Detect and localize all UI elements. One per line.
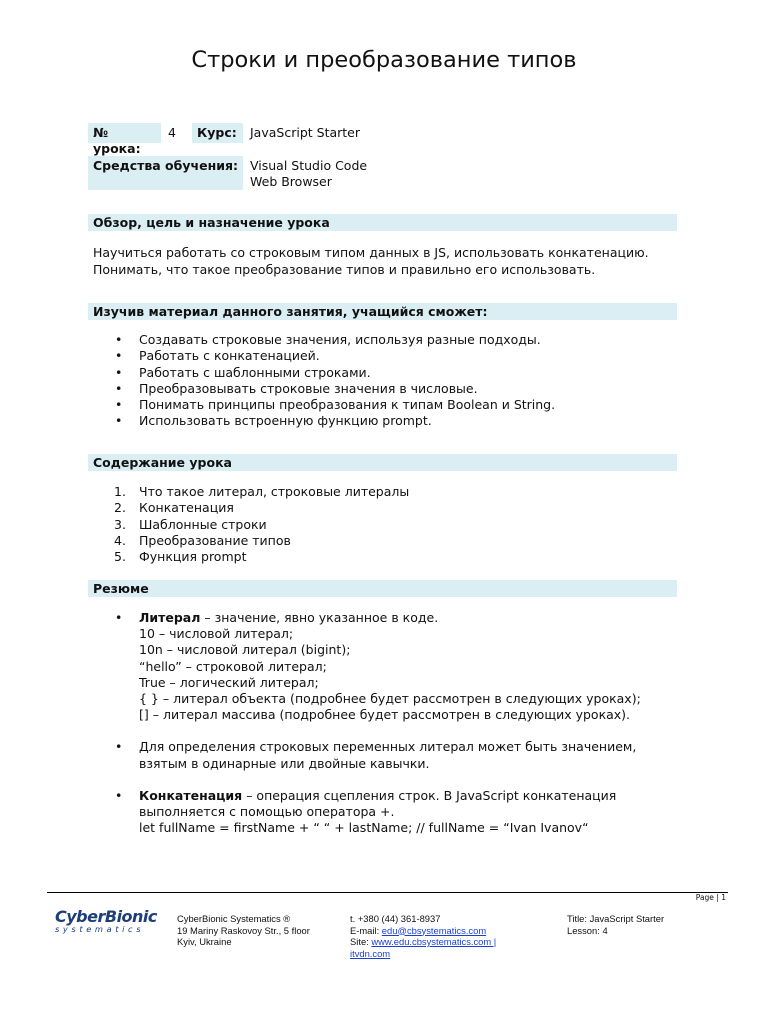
item-number: 2. (114, 500, 126, 516)
literal-example: [] – литерал массива (подробнее будет рассмотрен в следующих уроках). (139, 707, 631, 723)
course-title: Title: JavaScript Starter (567, 913, 665, 924)
concat-example: let fullName = firstName + “ “ + lastName; // fullName = “Ivan Ivanov“ (139, 820, 589, 836)
footer-company-info (177, 913, 310, 948)
logo-tagline: systematics (55, 924, 145, 934)
literal-example: True – логический литерал; (139, 674, 319, 690)
summary-string-literal: • Для определения строковых переменных литерал может быть значением, взятым в одинарные или двойные кавычки. (93, 739, 673, 771)
contents-list (93, 484, 673, 565)
itvdn-link[interactable]: itvdn.com (350, 947, 391, 959)
item-text: Конкатенация (139, 500, 234, 516)
page-number: Page | 1 (695, 893, 726, 902)
contents-heading: Содержание урока (88, 454, 677, 471)
company-name: CyberBionic Systematics ® (177, 913, 291, 924)
item-text: Преобразование типов (139, 532, 291, 548)
concat-definition: – операция сцепления строк. В JavaScript конкатенация выполняется с помощью оператора +. (139, 787, 617, 820)
list-item (93, 500, 673, 516)
footer-lesson-info (567, 913, 664, 936)
item-number: 3. (114, 516, 126, 532)
list-item: • Работать с конкатенацией. (93, 348, 673, 364)
tools-list (250, 158, 367, 190)
phone-number: t. +380 (44) 361-8937 (350, 913, 441, 924)
footer-contacts (350, 913, 496, 959)
email-label: E-mail: (350, 924, 382, 936)
list-item: • Использовать встроенную функцию prompt. (93, 413, 673, 429)
tool-item: Web Browser (250, 174, 332, 189)
literal-definition: – значение, явно указанное в коде. (200, 610, 439, 625)
list-item: • Создавать строковые значения, используя разные подходы. (93, 332, 673, 348)
item-number: 1. (114, 484, 126, 499)
literal-term: Литерал (139, 610, 201, 625)
logo-wordmark: CyberBionic (55, 907, 157, 926)
list-item: • Понимать принципы преобразования к типам Boolean и String. (93, 397, 673, 413)
summary-literal (93, 610, 673, 723)
item-number: 5. (114, 549, 126, 565)
lesson-number-value: 4 (168, 125, 176, 140)
document-title: Строки и преобразование типов (191, 47, 577, 73)
outcomes-list (93, 332, 673, 430)
summary-concatenation (93, 788, 673, 837)
company-logo (55, 908, 161, 934)
site-link[interactable]: www.edu.cbsystematics.com | (371, 936, 497, 947)
email-link[interactable]: edu@cbsystematics.com (381, 924, 487, 936)
item-text: Шаблонные строки (139, 516, 267, 532)
summary-heading: Резюме (88, 580, 677, 597)
literal-example: 10 – числовой литерал; (139, 626, 294, 642)
tools-label: Средства обучения: (88, 156, 243, 190)
list-item: • Преобразовывать строковые значения в числовые. (93, 381, 673, 397)
lesson-number-label: № урока: (88, 123, 161, 143)
literal-example: { } – литерал объекта (подробнее будет рассмотрен в следующих уроках); (139, 691, 641, 707)
site-label: Site: (350, 936, 372, 947)
item-text: Что такое литерал, строковые литералы (139, 484, 410, 499)
summary-list (93, 610, 673, 836)
tool-item: Visual Studio Code (250, 158, 368, 173)
course-value: JavaScript Starter (250, 125, 360, 140)
list-item: • Работать с шаблонными строками. (93, 365, 673, 381)
item-text: Функция prompt (139, 549, 247, 565)
literal-example: 10n – числовой литерал (bigint); (139, 642, 351, 658)
overview-text: Научиться работать со строковым типом данных в JS, использовать конкатенацию. Понимать, что такое преобразование типов и правильно его использовать. (93, 245, 649, 277)
list-item (93, 517, 673, 533)
course-label: Курс: (192, 123, 243, 143)
list-item (93, 533, 673, 549)
item-number: 4. (114, 532, 126, 548)
company-city: Kyiv, Ukraine (177, 936, 232, 947)
footer-divider (47, 892, 728, 893)
list-item (93, 484, 673, 500)
company-address: 19 Mariny Raskovoy Str., 5 floor (177, 924, 310, 936)
overview-heading: Обзор, цель и назначение урока (88, 214, 677, 231)
literal-example: “hello” – строковой литерал; (139, 658, 327, 674)
lesson-number: Lesson: 4 (567, 924, 608, 936)
list-item (93, 549, 673, 565)
concat-term: Конкатенация (139, 787, 243, 803)
outcomes-heading: Изучив материал данного занятия, учащийся сможет: (88, 303, 677, 320)
